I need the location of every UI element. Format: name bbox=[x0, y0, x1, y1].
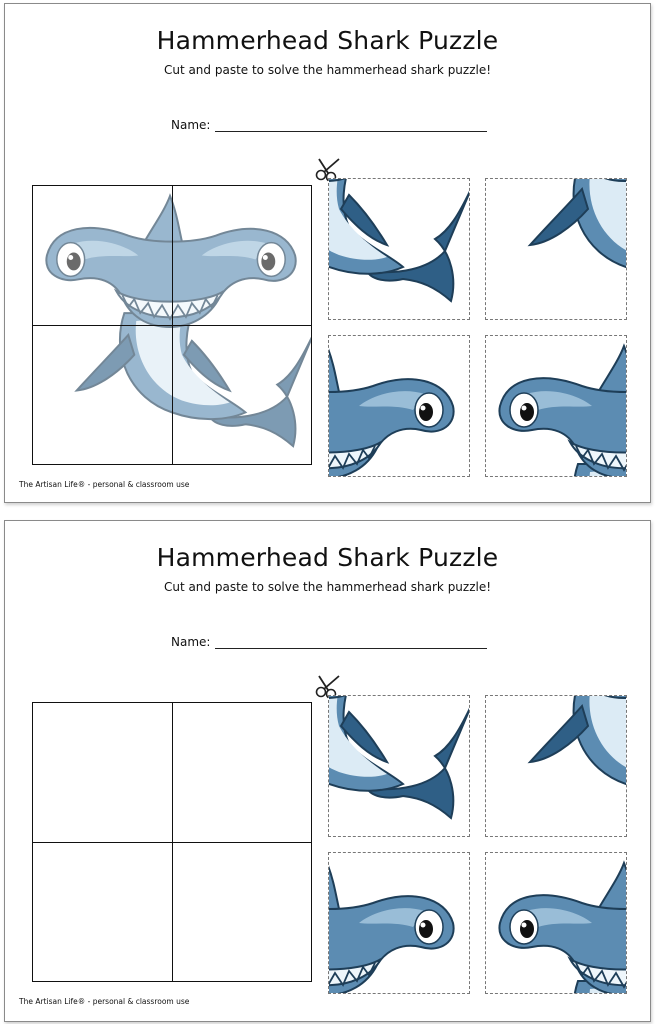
puzzle-piece-belly[interactable] bbox=[485, 695, 627, 837]
shark-belly-piece bbox=[486, 696, 626, 836]
shark-left-head-piece bbox=[486, 853, 626, 993]
puzzle-piece-left-head[interactable] bbox=[485, 335, 627, 477]
page-title: Hammerhead Shark Puzzle bbox=[156, 26, 499, 55]
name-label: Name: bbox=[171, 635, 211, 649]
puzzle-grid[interactable] bbox=[32, 702, 312, 982]
page-title: Hammerhead Shark Puzzle bbox=[156, 543, 499, 572]
shark-right-head-piece bbox=[329, 336, 469, 476]
name-field[interactable] bbox=[215, 131, 487, 132]
name-field[interactable] bbox=[215, 648, 487, 649]
copyright-footer: The Artisan Life® - personal & classroom use bbox=[19, 480, 190, 489]
shark-belly-piece bbox=[486, 179, 626, 319]
grid-divider-horizontal bbox=[33, 325, 311, 326]
copyright-footer: The Artisan Life® - personal & classroom use bbox=[19, 997, 190, 1006]
shark-left-head-piece bbox=[486, 336, 626, 476]
shark-right-head-piece bbox=[329, 853, 469, 993]
puzzle-piece-belly[interactable] bbox=[485, 178, 627, 320]
puzzle-piece-tail[interactable] bbox=[328, 695, 470, 837]
puzzle-piece-left-head[interactable] bbox=[485, 852, 627, 994]
puzzle-piece-tail[interactable] bbox=[328, 178, 470, 320]
worksheet-with-guide bbox=[4, 3, 651, 503]
instructions: Cut and paste to solve the hammerhead shark puzzle! bbox=[163, 580, 492, 594]
shark-tail-piece bbox=[329, 179, 469, 319]
grid-divider-horizontal bbox=[33, 842, 311, 843]
instructions: Cut and paste to solve the hammerhead shark puzzle! bbox=[163, 63, 492, 77]
worksheet-blank bbox=[4, 520, 651, 1022]
puzzle-piece-right-head[interactable] bbox=[328, 852, 470, 994]
puzzle-piece-right-head[interactable] bbox=[328, 335, 470, 477]
name-label: Name: bbox=[171, 118, 211, 132]
puzzle-grid[interactable] bbox=[32, 185, 312, 465]
shark-tail-piece bbox=[329, 696, 469, 836]
